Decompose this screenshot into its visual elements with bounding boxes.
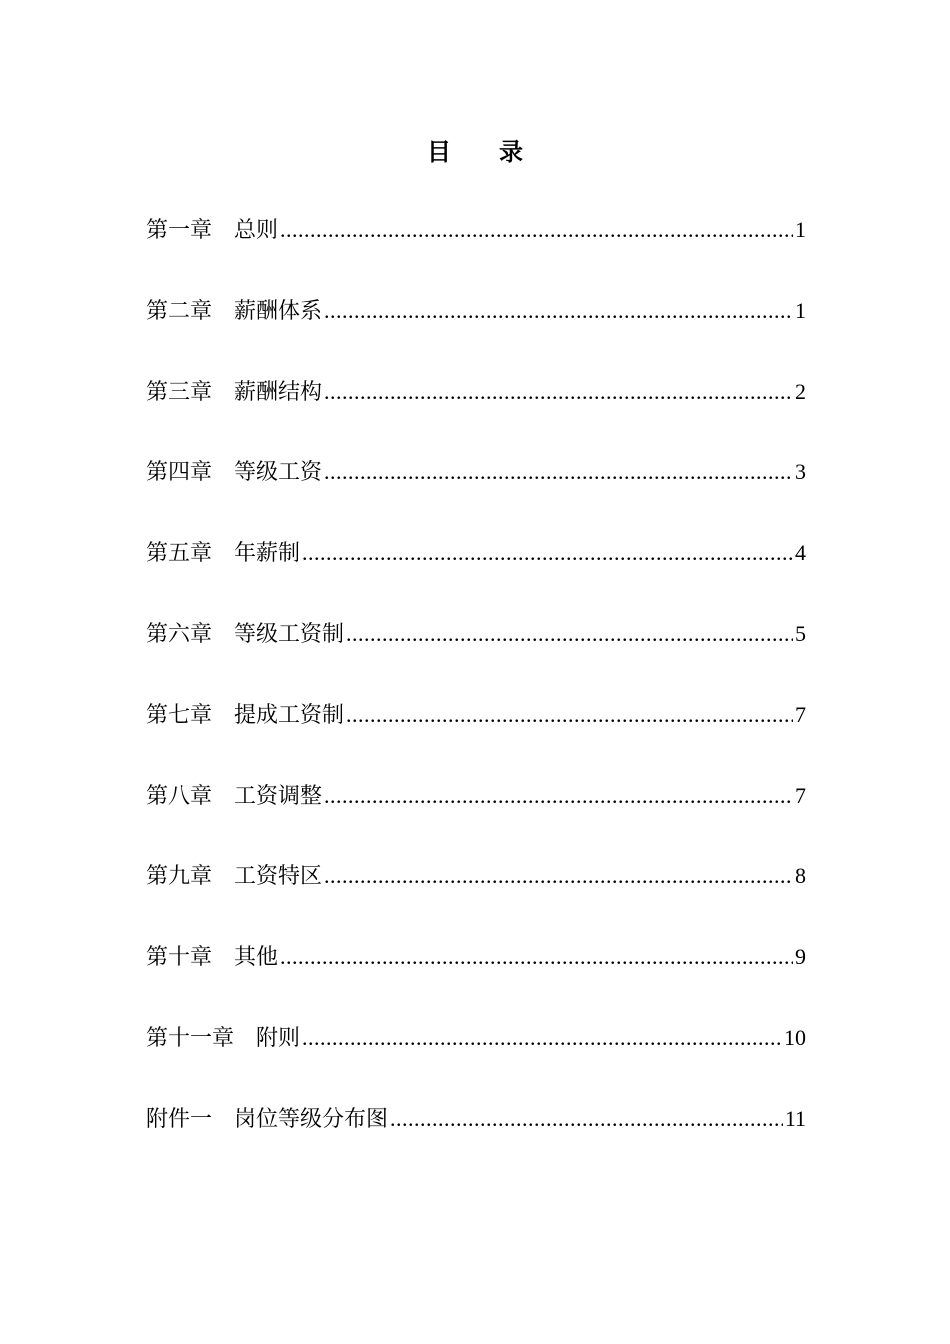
toc-page-number: 10: [784, 1024, 806, 1050]
toc-page-number: 4: [795, 540, 806, 566]
toc-leader-dots: [324, 778, 793, 814]
toc-chapter-label: 第五章: [146, 541, 213, 567]
toc-entry[interactable]: [146, 212, 806, 293]
toc-leader-dots: [324, 454, 793, 490]
toc-entry[interactable]: [146, 454, 806, 535]
toc-chapter-label: 第一章: [146, 218, 213, 243]
toc-leader-dots: [346, 697, 793, 733]
toc-chapter-label: 第六章: [146, 621, 213, 647]
toc-page-number: 9: [795, 944, 806, 970]
toc-page-number: 1: [795, 217, 806, 242]
toc-chapter-label: 第八章: [146, 783, 213, 809]
toc-entry[interactable]: [146, 1101, 806, 1182]
toc-heading-text: 其他: [234, 945, 279, 971]
toc-entry[interactable]: [146, 778, 806, 859]
toc-heading-text: 提成工资制: [234, 702, 345, 728]
toc-leader-dots: [324, 293, 793, 329]
toc-leader-dots: [324, 374, 793, 410]
toc-entry[interactable]: [146, 1020, 806, 1101]
toc-heading-text: 工资调整: [234, 783, 323, 809]
toc-page-number: 7: [795, 701, 806, 727]
toc-entry[interactable]: [146, 858, 806, 939]
toc-entry[interactable]: [146, 293, 806, 374]
toc-leader-dots: [324, 858, 793, 894]
toc-leader-dots: [280, 212, 793, 248]
toc-entry[interactable]: [146, 535, 806, 616]
toc-leader-dots: [302, 535, 793, 571]
toc-page-number: 1: [795, 297, 806, 323]
toc-chapter-label: 第二章: [146, 298, 213, 324]
toc-heading-text: 等级工资: [234, 460, 323, 486]
toc-entry[interactable]: [146, 374, 806, 455]
toc-heading-text: 年薪制: [234, 541, 301, 567]
toc-chapter-label: 第十一章: [146, 1025, 235, 1051]
toc-entry[interactable]: [146, 939, 806, 1020]
toc-page-number: 11: [784, 1105, 806, 1131]
toc-leader-dots: [280, 939, 793, 975]
toc-page-number: 3: [795, 459, 806, 485]
toc-leader-dots: [390, 1101, 783, 1137]
toc-page-number: 8: [795, 863, 806, 889]
toc-heading-text: 工资特区: [234, 864, 323, 890]
toc-entry[interactable]: [146, 616, 806, 697]
toc-chapter-label: 第九章: [146, 864, 213, 890]
toc-heading-text: 岗位等级分布图: [234, 1106, 389, 1132]
toc-chapter-label: 第四章: [146, 460, 213, 486]
toc-page-number: 7: [795, 782, 806, 808]
toc-heading-text: 等级工资制: [234, 621, 345, 647]
toc-title: 目 录: [427, 137, 523, 166]
toc-chapter-label: 第七章: [146, 702, 213, 728]
toc-chapter-label: 第三章: [146, 379, 213, 405]
toc-heading-text: 薪酬体系: [234, 298, 323, 324]
toc-page-number: 2: [795, 378, 806, 404]
toc-chapter-label: 附件一: [146, 1106, 213, 1132]
toc-list: [146, 212, 806, 1182]
toc-heading-text: 总则: [234, 218, 279, 243]
toc-leader-dots: [346, 616, 793, 652]
toc-heading-text: 薪酬结构: [234, 379, 323, 405]
toc-chapter-label: 第十章: [146, 945, 213, 971]
toc-entry[interactable]: [146, 697, 806, 778]
toc-leader-dots: [302, 1020, 782, 1056]
toc-page-number: 5: [795, 620, 806, 646]
toc-heading-text: 附则: [256, 1025, 301, 1051]
